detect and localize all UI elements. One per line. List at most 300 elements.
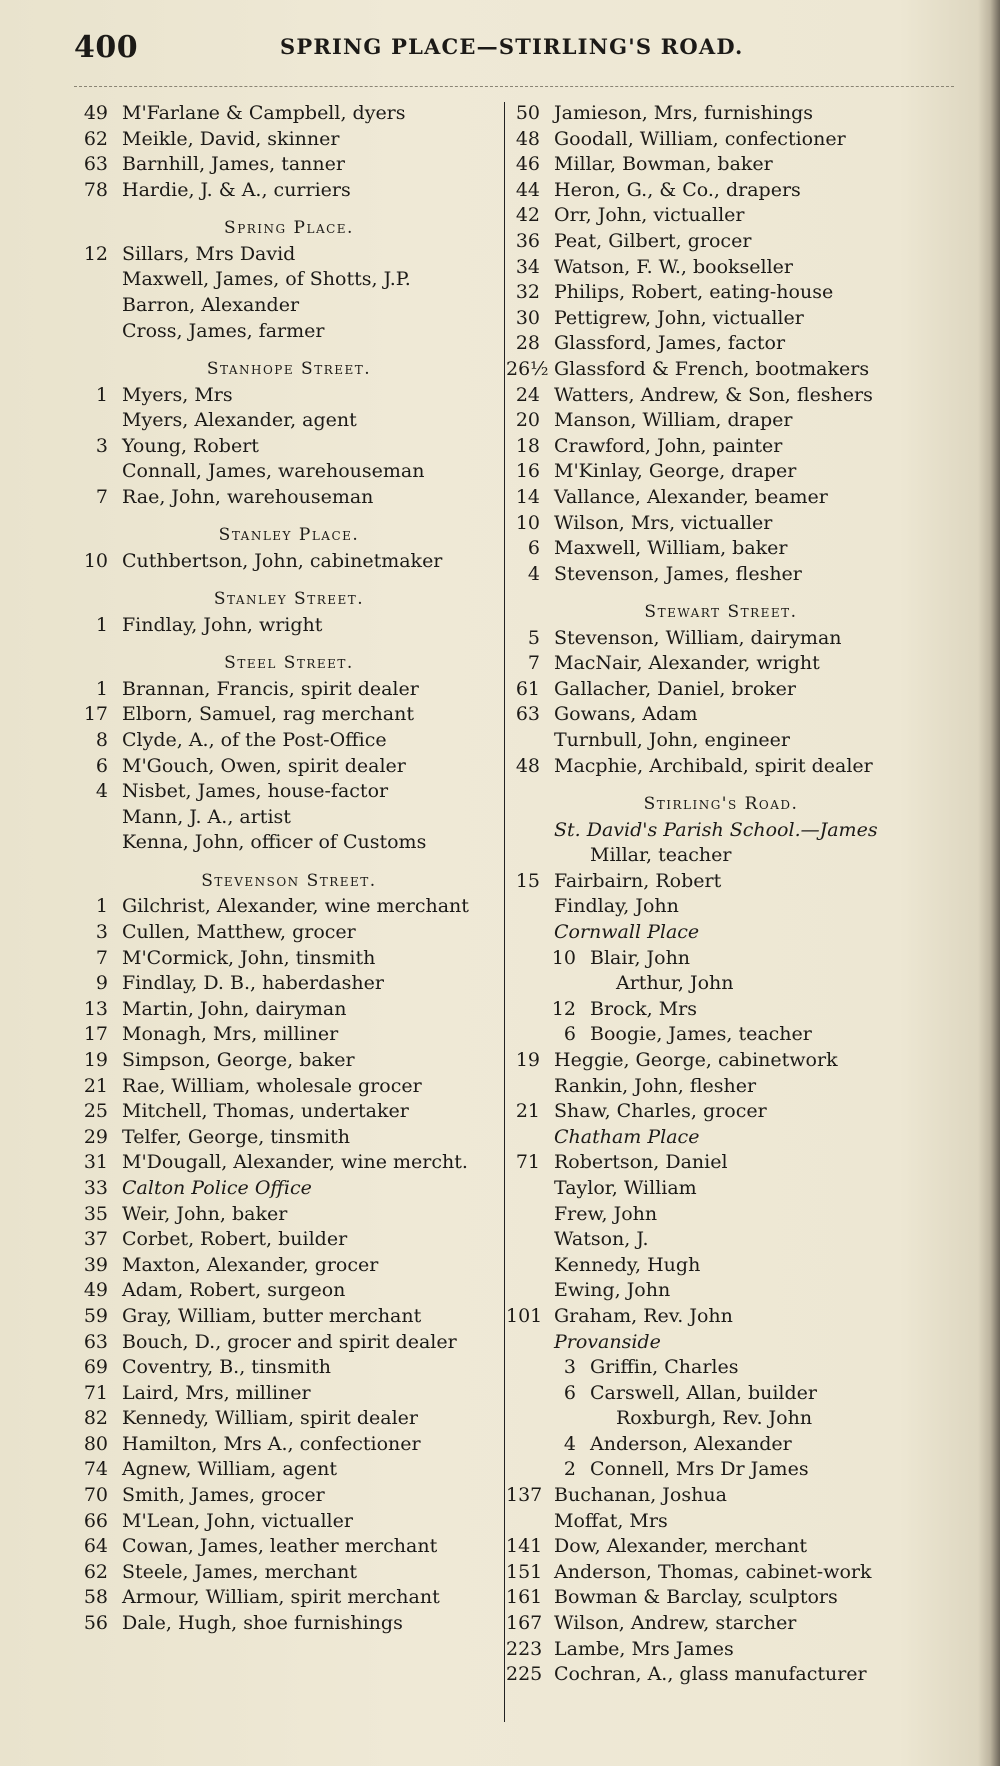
house-number: 1 (95, 383, 108, 406)
directory-entry (74, 1330, 504, 1356)
entry-text: Mitchell, Thomas, undertaker (122, 1100, 409, 1123)
entry-text: Fairbairn, Robert (554, 869, 722, 892)
directory-entry (506, 485, 936, 511)
house-number: 36 (515, 229, 540, 252)
directory-entry (74, 1611, 504, 1637)
directory-entry (74, 1048, 504, 1074)
entry-text: Stevenson, William, dairyman (554, 626, 842, 649)
entry-text: Bowman & Barclay, sculptors (554, 1586, 838, 1609)
directory-entry (506, 383, 936, 409)
entry-text: Rankin, John, flesher (554, 1074, 757, 1097)
entry-text: Peat, Gilbert, grocer (554, 229, 752, 252)
directory-entry (506, 1662, 936, 1688)
directory-entry (74, 894, 504, 920)
directory-entry (506, 1202, 936, 1228)
entry-text: Calton Police Office (122, 1176, 312, 1199)
house-number: 5 (527, 626, 540, 649)
directory-entry (506, 203, 936, 229)
directory-entry (506, 1406, 936, 1432)
entry-text: M'Dougall, Alexander, wine mercht. (122, 1151, 468, 1174)
entry-text: Glassford & French, bootmakers (554, 357, 870, 380)
house-number: 4 (95, 780, 108, 803)
house-number: 10 (83, 549, 108, 572)
directory-entry (74, 830, 504, 856)
entry-text: Maxwell, James, of Shotts, J.P. (122, 268, 411, 291)
entry-text: M'Kinlay, George, draper (554, 460, 797, 483)
directory-entry (74, 485, 504, 511)
directory-entry (506, 946, 936, 972)
directory-entry (506, 1432, 936, 1458)
directory-entry (506, 626, 936, 652)
directory-entry (74, 728, 504, 754)
entry-text: Myers, Alexander, agent (122, 409, 357, 432)
entry-text: Coventry, B., tinsmith (122, 1356, 331, 1379)
house-number: 25 (83, 1100, 108, 1123)
house-number: 28 (515, 332, 540, 355)
house-number: 12 (551, 997, 576, 1020)
entry-text: Elborn, Samuel, rag merchant (122, 703, 414, 726)
entry-text: Corbet, Robert, builder (122, 1228, 348, 1251)
house-number: 10 (551, 946, 576, 969)
street-heading (506, 600, 936, 626)
house-number: 21 (83, 1074, 108, 1097)
house-number: 64 (83, 1535, 108, 1558)
directory-entry (506, 818, 936, 844)
entry-text: Kennedy, Hugh (554, 1253, 701, 1276)
house-number: 7 (95, 946, 108, 969)
house-number: 7 (95, 485, 108, 508)
entry-text: Cross, James, farmer (122, 319, 325, 342)
directory-entry (74, 408, 504, 434)
directory-entry (74, 1585, 504, 1611)
house-number: 56 (83, 1612, 108, 1635)
entry-text: Cuthbertson, John, cabinetmaker (122, 549, 443, 572)
directory-entry (506, 1074, 936, 1100)
entry-text: Clyde, A., of the Post-Office (122, 729, 387, 752)
street-heading (74, 651, 504, 677)
street-heading-text: Spring Place. (224, 218, 354, 239)
directory-entry (506, 754, 936, 780)
entry-text: Roxburgh, Rev. John (616, 1407, 813, 1430)
entry-text: Macphie, Archibald, spirit dealer (554, 754, 873, 777)
entry-text: Graham, Rev. John (554, 1304, 733, 1327)
directory-entry (506, 971, 936, 997)
house-number: 71 (515, 1151, 540, 1174)
directory-entry (506, 408, 936, 434)
entry-text: Connall, James, warehouseman (122, 460, 425, 483)
directory-entry (506, 229, 936, 255)
directory-entry (74, 127, 504, 153)
entry-text: M'Cormick, John, tinsmith (122, 946, 376, 969)
entry-text: Blair, John (590, 946, 691, 969)
entry-text: Orr, John, victualler (554, 204, 745, 227)
directory-entry (506, 1560, 936, 1586)
entry-text: Wilson, Andrew, starcher (554, 1612, 797, 1635)
entry-text: Shaw, Charles, grocer (554, 1100, 767, 1123)
entry-text: Watson, J. (554, 1228, 649, 1251)
house-number: 20 (515, 409, 540, 432)
directory-entry (74, 1099, 504, 1125)
left-column (74, 101, 504, 1637)
house-number: 16 (515, 460, 540, 483)
directory-entry (506, 1509, 936, 1535)
street-heading-text: Stevenson Street. (201, 870, 377, 891)
house-number: 161 (506, 1586, 543, 1609)
directory-entry (506, 728, 936, 754)
header-rule (74, 86, 954, 88)
directory-entry (506, 651, 936, 677)
entry-text: Dale, Hugh, shoe furnishings (122, 1612, 403, 1635)
entry-text: Connell, Mrs Dr James (590, 1458, 809, 1481)
entry-text: Anderson, Thomas, cabinet-work (554, 1560, 872, 1583)
house-number: 6 (95, 754, 108, 777)
directory-entry (74, 1457, 504, 1483)
street-heading (74, 587, 504, 613)
directory-entry (74, 152, 504, 178)
entry-text: St. David's Parish School.—James (554, 818, 878, 841)
entry-text: M'Lean, John, victualler (122, 1509, 353, 1532)
entry-text: Findlay, John, wright (122, 613, 323, 636)
entry-text: Cowan, James, leather merchant (122, 1535, 438, 1558)
entry-text: Gilchrist, Alexander, wine merchant (122, 895, 469, 918)
entry-text: Gowans, Adam (554, 703, 698, 726)
page-number: 400 (74, 30, 139, 65)
street-heading-text: Stanley Street. (213, 589, 365, 610)
house-number: 2 (563, 1458, 576, 1481)
directory-entry (74, 293, 504, 319)
house-number: 78 (83, 178, 108, 201)
house-number: 74 (83, 1458, 108, 1481)
entry-text: Boogie, James, teacher (590, 1023, 812, 1046)
house-number: 33 (83, 1176, 108, 1199)
house-number: 58 (83, 1586, 108, 1609)
house-number: 50 (515, 102, 540, 124)
house-number: 6 (563, 1023, 576, 1046)
directory-entry (74, 1483, 504, 1509)
house-number: 3 (563, 1356, 576, 1379)
directory-entry (74, 677, 504, 703)
directory-entry (506, 1150, 936, 1176)
house-number: 17 (83, 703, 108, 726)
entry-text: Bouch, D., grocer and spirit dealer (122, 1330, 457, 1353)
directory-entry (506, 1022, 936, 1048)
entry-text: Frew, John (554, 1202, 658, 1225)
directory-entry (74, 178, 504, 204)
entry-text: Weir, John, baker (122, 1202, 288, 1225)
entry-text: Provanside (554, 1330, 661, 1353)
entry-text: Smith, James, grocer (122, 1484, 325, 1507)
house-number: 71 (83, 1381, 108, 1404)
directory-entry (506, 1585, 936, 1611)
entry-text: Dow, Alexander, merchant (554, 1535, 807, 1558)
entry-text: M'Farlane & Campbell, dyers (122, 102, 406, 124)
directory-entry (74, 920, 504, 946)
house-number: 62 (83, 127, 108, 150)
entry-text: Philips, Robert, eating-house (554, 281, 834, 304)
directory-entry (506, 1176, 936, 1202)
entry-text: Watson, F. W., bookseller (554, 255, 794, 278)
house-number: 17 (83, 1023, 108, 1046)
house-number: 48 (515, 127, 540, 150)
entry-text: Young, Robert (122, 434, 259, 457)
entry-text: Wilson, Mrs, victualler (554, 511, 773, 534)
directory-entry (74, 1534, 504, 1560)
entry-text: Chatham Place (554, 1125, 700, 1148)
directory-entry (74, 434, 504, 460)
directory-entry (506, 434, 936, 460)
directory-entry (74, 1227, 504, 1253)
directory-entry (506, 1304, 936, 1330)
entry-text: Steele, James, merchant (122, 1560, 357, 1583)
running-title: SPRING PLACE—STIRLING'S ROAD. (280, 34, 744, 59)
page-edge (978, 0, 1000, 1766)
street-heading (74, 869, 504, 895)
house-number: 34 (515, 255, 540, 278)
entry-text: Martin, John, dairyman (122, 997, 347, 1020)
directory-entry (506, 101, 936, 127)
house-number: 26½ (506, 357, 549, 380)
house-number: 14 (515, 485, 540, 508)
entry-text: Turnbull, John, engineer (554, 729, 790, 752)
house-number: 62 (83, 1560, 108, 1583)
entry-text: Lambe, Mrs James (554, 1637, 734, 1660)
directory-entry (74, 946, 504, 972)
house-number: 8 (95, 729, 108, 752)
house-number: 46 (515, 153, 540, 176)
street-heading-text: Stirling's Road. (643, 794, 799, 815)
street-heading (74, 357, 504, 383)
entry-text: Mann, J. A., artist (122, 805, 291, 828)
house-number: 49 (83, 1279, 108, 1302)
directory-entry (506, 702, 936, 728)
directory-entry (506, 562, 936, 588)
house-number: 69 (83, 1356, 108, 1379)
house-number: 18 (515, 434, 540, 457)
directory-entry (74, 242, 504, 268)
house-number: 44 (515, 178, 540, 201)
house-number: 3 (95, 921, 108, 943)
house-number: 21 (515, 1100, 540, 1123)
page-header (74, 30, 954, 80)
directory-entry (506, 536, 936, 562)
house-number: 3 (95, 434, 108, 457)
entry-text: Findlay, D. B., haberdasher (122, 972, 384, 995)
directory-entry (506, 1483, 936, 1509)
directory-entry (74, 805, 504, 831)
entry-text: Glassford, James, factor (554, 332, 786, 355)
directory-entry (74, 1150, 504, 1176)
directory-entry (74, 383, 504, 409)
column-divider (504, 102, 505, 1722)
house-number: 37 (83, 1228, 108, 1251)
directory-entry (506, 677, 936, 703)
house-number: 48 (515, 754, 540, 777)
directory-entry (506, 1637, 936, 1663)
entry-text: Robertson, Daniel (554, 1151, 728, 1174)
entry-text: Gray, William, butter merchant (122, 1304, 422, 1327)
directory-entry (506, 357, 936, 383)
entry-text: Carswell, Allan, builder (590, 1381, 817, 1404)
directory-entry (506, 1457, 936, 1483)
entry-text: Meikle, David, skinner (122, 127, 340, 150)
house-number: 101 (506, 1304, 543, 1327)
entry-text: Taylor, William (554, 1176, 697, 1199)
house-number: 61 (515, 677, 540, 700)
entry-text: Laird, Mrs, milliner (122, 1381, 311, 1404)
house-number: 32 (515, 281, 540, 304)
directory-entry (506, 1381, 936, 1407)
entry-text: Brock, Mrs (590, 997, 698, 1020)
entry-text: Stevenson, James, flesher (554, 562, 802, 585)
house-number: 1 (95, 677, 108, 700)
directory-entry (74, 613, 504, 639)
directory-entry (506, 178, 936, 204)
house-number: 223 (506, 1637, 543, 1660)
directory-entry (506, 997, 936, 1023)
house-number: 1 (95, 613, 108, 636)
entry-text: Maxton, Alexander, grocer (122, 1253, 379, 1276)
entry-text: Brannan, Francis, spirit dealer (122, 677, 419, 700)
entry-text: Manson, William, draper (554, 409, 793, 432)
directory-entry (506, 1125, 936, 1151)
directory-entry (506, 127, 936, 153)
directory-entry (74, 1304, 504, 1330)
directory-entry (74, 1125, 504, 1151)
house-number: 24 (515, 383, 540, 406)
entry-text: Myers, Mrs (122, 383, 233, 406)
directory-entry (74, 1253, 504, 1279)
directory-entry (74, 971, 504, 997)
house-number: 31 (83, 1151, 108, 1174)
house-number: 6 (527, 537, 540, 560)
directory-entry (74, 549, 504, 575)
directory-entry (506, 1278, 936, 1304)
house-number: 19 (83, 1048, 108, 1071)
directory-entry (506, 1099, 936, 1125)
house-number: 141 (506, 1535, 543, 1558)
directory-entry (74, 319, 504, 345)
directory-entry (74, 779, 504, 805)
directory-entry (74, 1074, 504, 1100)
house-number: 13 (83, 997, 108, 1020)
directory-entry (74, 1509, 504, 1535)
directory-entry (74, 267, 504, 293)
entry-text: Jamieson, Mrs, furnishings (554, 102, 814, 124)
house-number: 63 (515, 703, 540, 726)
directory-entry (506, 152, 936, 178)
directory-entry (74, 754, 504, 780)
entry-text: Barnhill, James, tanner (122, 153, 345, 176)
house-number: 4 (563, 1432, 576, 1455)
entry-text: Millar, teacher (590, 844, 732, 867)
right-column (506, 101, 936, 1688)
house-number: 137 (506, 1484, 543, 1507)
entry-text: Cornwall Place (554, 921, 700, 943)
directory-entry (506, 280, 936, 306)
house-number: 151 (506, 1560, 543, 1583)
directory-entry (506, 869, 936, 895)
entry-text: Hardie, J. & A., curriers (122, 178, 351, 201)
entry-text: Maxwell, William, baker (554, 537, 788, 560)
house-number: 42 (515, 204, 540, 227)
house-number: 63 (83, 153, 108, 176)
house-number: 1 (95, 895, 108, 918)
directory-entry (74, 1202, 504, 1228)
entry-text: Monagh, Mrs, milliner (122, 1023, 339, 1046)
directory-entry (506, 459, 936, 485)
entry-text: Agnew, William, agent (122, 1458, 337, 1481)
house-number: 39 (83, 1253, 108, 1276)
house-number: 225 (506, 1663, 543, 1686)
entry-text: Vallance, Alexander, beamer (554, 485, 828, 508)
entry-text: Telfer, George, tinsmith (122, 1125, 350, 1148)
entry-text: Kennedy, William, spirit dealer (122, 1407, 418, 1430)
street-heading-text: Steel Street. (224, 653, 354, 674)
house-number: 19 (515, 1048, 540, 1071)
house-number: 12 (83, 242, 108, 265)
entry-text: Goodall, William, confectioner (554, 127, 846, 150)
entry-text: Adam, Robert, surgeon (122, 1279, 346, 1302)
directory-entry (74, 1560, 504, 1586)
house-number: 9 (95, 972, 108, 995)
entry-text: Heron, G., & Co., drapers (554, 178, 801, 201)
entry-text: Rae, John, warehouseman (122, 485, 374, 508)
directory-entry (506, 306, 936, 332)
directory-entry (74, 101, 504, 127)
street-heading-text: Stanhope Street. (206, 358, 372, 379)
street-heading (74, 216, 504, 242)
directory-entry (74, 459, 504, 485)
street-heading-text: Stanley Place. (218, 525, 360, 546)
directory-entry (506, 1253, 936, 1279)
directory-entry (74, 1381, 504, 1407)
entry-text: Anderson, Alexander (590, 1432, 792, 1455)
house-number: 49 (83, 102, 108, 124)
house-number: 6 (563, 1381, 576, 1404)
entry-text: Gallacher, Daniel, broker (554, 677, 796, 700)
house-number: 63 (83, 1330, 108, 1353)
house-number: 82 (83, 1407, 108, 1430)
entry-text: Barron, Alexander (122, 293, 300, 316)
entry-text: Cochran, A., glass manufacturer (554, 1663, 867, 1686)
directory-entry (506, 255, 936, 281)
directory-entry (506, 920, 936, 946)
house-number: 4 (527, 562, 540, 585)
house-number: 59 (83, 1304, 108, 1327)
directory-entry (506, 843, 936, 869)
directory-entry (506, 511, 936, 537)
directory-entry (506, 1227, 936, 1253)
house-number: 167 (506, 1612, 543, 1635)
house-number: 15 (515, 869, 540, 892)
directory-entry (506, 1534, 936, 1560)
entry-text: Crawford, John, painter (554, 434, 783, 457)
directory-entry (506, 331, 936, 357)
entry-text: Griffin, Charles (590, 1356, 739, 1379)
house-number: 29 (83, 1125, 108, 1148)
directory-entry (74, 1355, 504, 1381)
directory-entry (506, 1611, 936, 1637)
street-heading (74, 523, 504, 549)
directory-entry (74, 1176, 504, 1202)
directory-entry (506, 1355, 936, 1381)
entry-text: MacNair, Alexander, wright (554, 652, 820, 675)
entry-text: Nisbet, James, house-factor (122, 780, 389, 803)
directory-entry (74, 1432, 504, 1458)
entry-text: Arthur, John (616, 972, 734, 995)
entry-text: M'Gouch, Owen, spirit dealer (122, 754, 406, 777)
entry-text: Rae, William, wholesale grocer (122, 1074, 422, 1097)
